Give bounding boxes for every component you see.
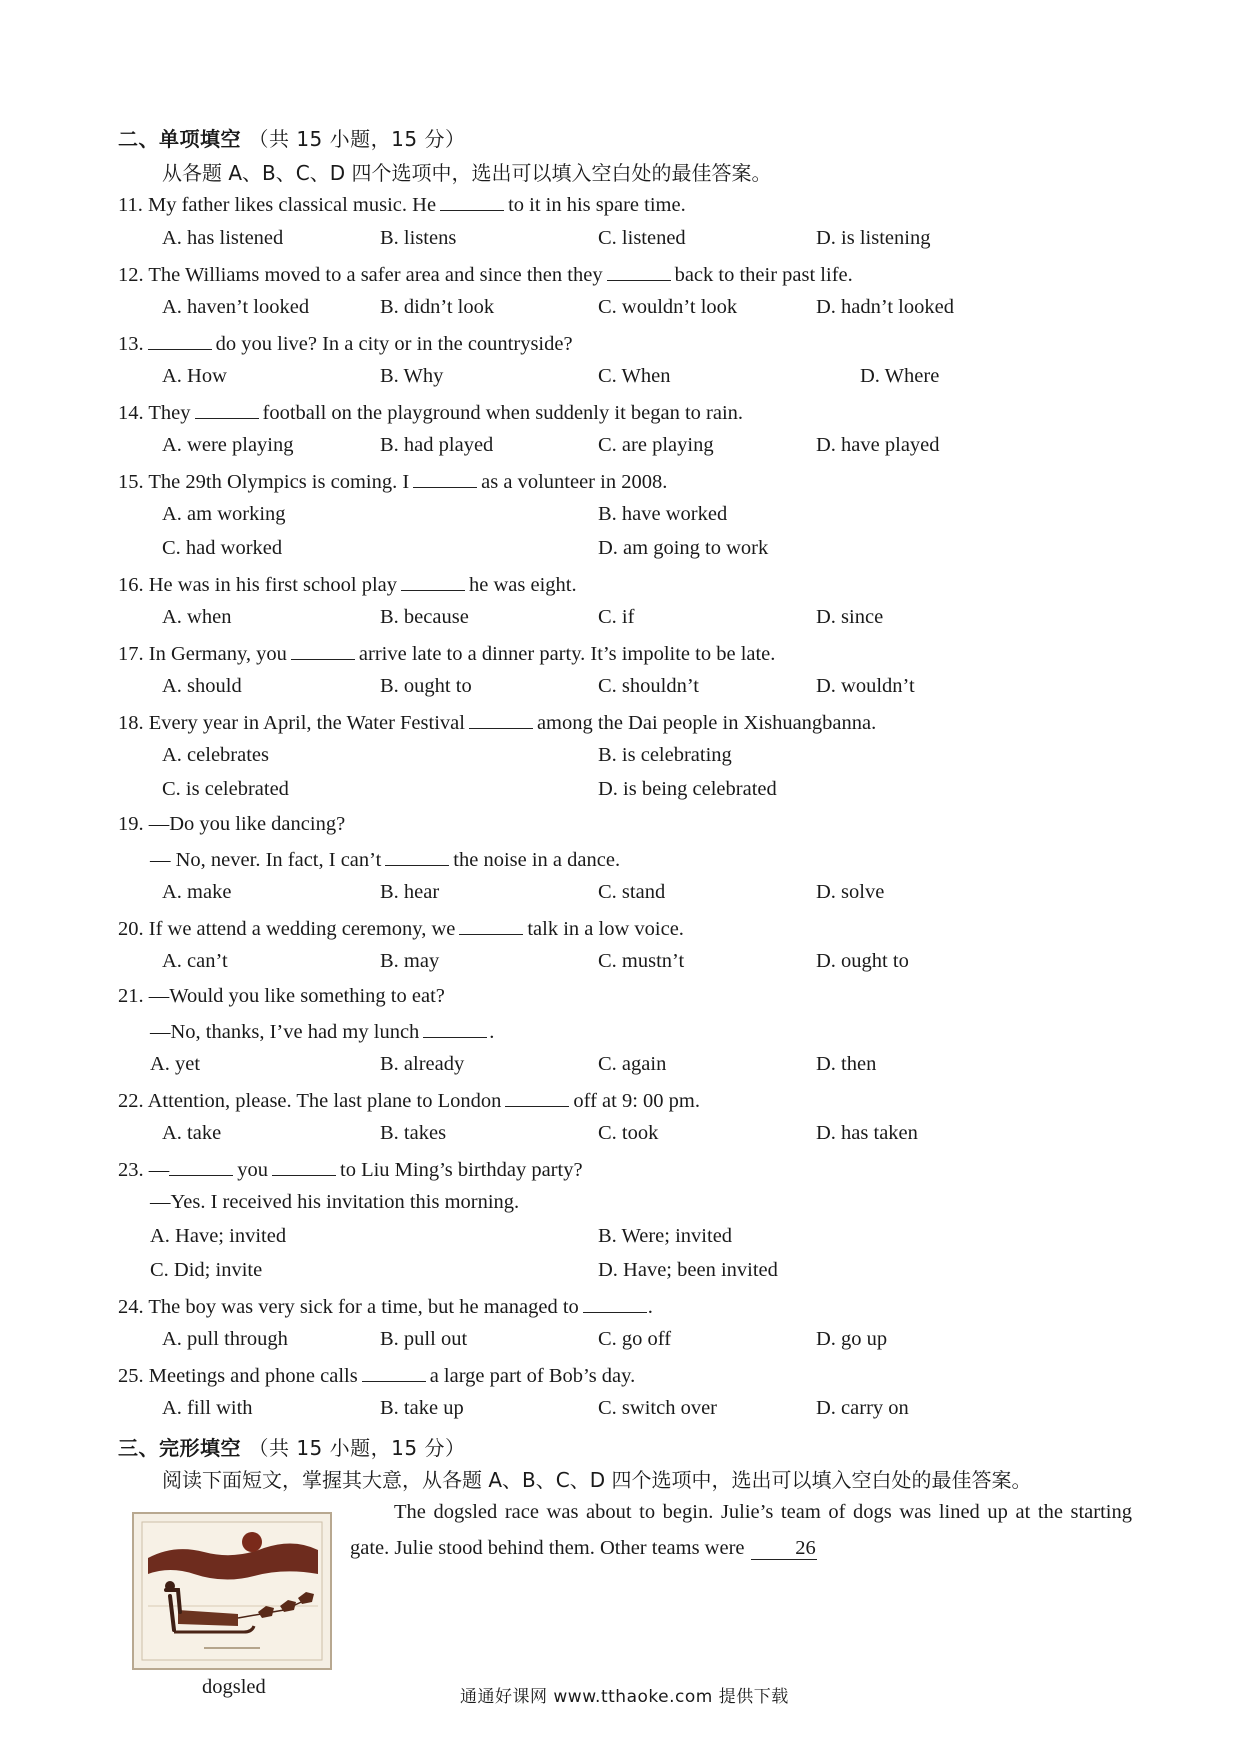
- option-d[interactable]: D. is being celebrated: [598, 778, 777, 800]
- option-c[interactable]: C. are playing: [598, 434, 714, 456]
- option-a[interactable]: A. should: [162, 675, 242, 697]
- option-b[interactable]: B. didn’t look: [380, 296, 495, 318]
- option-d[interactable]: D. ought to: [816, 950, 909, 972]
- cloze-blank-26[interactable]: 26: [751, 1537, 817, 1560]
- question-text: —No, thanks, I’ve had my lunch: [150, 1021, 420, 1043]
- option-d[interactable]: D. am going to work: [598, 537, 769, 559]
- question-text: My father likes classical music. He: [148, 194, 437, 216]
- question-23-reply: —Yes. I received his invitation this morning.: [150, 1191, 520, 1213]
- option-b[interactable]: B. may: [380, 950, 440, 972]
- option-a[interactable]: A. fill with: [162, 1397, 253, 1419]
- option-c[interactable]: C. if: [598, 606, 635, 628]
- question-number: 20.: [118, 918, 144, 940]
- passage-text: The dogsled race was about to begin. Julie’s team of dogs was lined up at the starting gate. Julie stood behind them. Other teams were: [350, 1501, 1132, 1559]
- option-c[interactable]: C. again: [598, 1053, 667, 1075]
- question-21: [118, 985, 445, 1008]
- option-d[interactable]: D. have played: [816, 434, 940, 456]
- option-a[interactable]: A. were playing: [162, 434, 294, 456]
- option-a[interactable]: A. yet: [150, 1053, 201, 1075]
- answer-blank[interactable]: [440, 192, 504, 211]
- option-a[interactable]: A. haven’t looked: [162, 296, 310, 318]
- question-text: In Germany, you: [148, 643, 287, 665]
- question-number: 11.: [118, 194, 143, 216]
- option-c[interactable]: C. had worked: [162, 537, 283, 559]
- dogsled-illustration: [132, 1512, 332, 1670]
- question-text: football on the playground when suddenly it began to rain.: [262, 402, 744, 424]
- answer-blank[interactable]: [148, 331, 212, 350]
- question-text: He was in his first school play: [148, 574, 397, 596]
- answer-blank[interactable]: [291, 641, 355, 660]
- answer-blank[interactable]: [169, 1157, 233, 1176]
- option-c[interactable]: C. switch over: [598, 1397, 717, 1419]
- question-text: you: [237, 1159, 268, 1181]
- question-text: — No, never. In fact, I can’t: [150, 849, 382, 871]
- question-text: If we attend a wedding ceremony, we: [148, 918, 456, 940]
- question-number: 16.: [118, 574, 144, 596]
- option-a[interactable]: A. take: [162, 1122, 222, 1144]
- question-19: [118, 813, 345, 836]
- option-d[interactable]: D. solve: [816, 881, 885, 903]
- question-text: Attention, please. The last plane to London: [147, 1090, 502, 1112]
- option-c[interactable]: C. is celebrated: [162, 778, 289, 800]
- section2-title: [118, 123, 465, 152]
- option-b[interactable]: B. Were; invited: [598, 1225, 733, 1247]
- answer-blank[interactable]: [401, 572, 465, 591]
- question-text: —: [148, 1159, 170, 1181]
- option-d[interactable]: D. go up: [816, 1328, 888, 1350]
- option-b[interactable]: B. takes: [380, 1122, 447, 1144]
- answer-blank[interactable]: [607, 262, 671, 281]
- page-footer: 通通好课网 www.tthaoke.com 提供下载: [460, 1687, 789, 1707]
- question-number: 18.: [118, 712, 144, 734]
- question-12: [118, 262, 853, 287]
- answer-blank[interactable]: [469, 710, 533, 729]
- question-text: to Liu Ming’s birthday party?: [340, 1159, 583, 1181]
- option-a[interactable]: A. celebrates: [162, 744, 269, 766]
- section3-title-text: 三、完形填空: [118, 1436, 241, 1460]
- question-text: to it in his spare time.: [508, 194, 686, 216]
- question-text: he was eight.: [469, 574, 577, 596]
- question-text: among the Dai people in Xishuangbanna.: [536, 712, 877, 734]
- option-d[interactable]: D. then: [816, 1053, 877, 1075]
- question-text: Every year in April, the Water Festival: [148, 712, 465, 734]
- answer-blank[interactable]: [423, 1019, 487, 1038]
- question-21-reply: [150, 1019, 494, 1044]
- question-text: the noise in a dance.: [453, 849, 621, 871]
- answer-blank[interactable]: [459, 916, 523, 935]
- option-b[interactable]: B. listens: [380, 227, 457, 249]
- section3-title: [118, 1432, 465, 1461]
- option-b[interactable]: B. had played: [380, 434, 494, 456]
- option-c[interactable]: C. When: [598, 365, 671, 387]
- question-16: [118, 572, 577, 597]
- question-number: 19.: [118, 813, 144, 835]
- question-text: off at 9: 00 pm.: [573, 1090, 700, 1112]
- option-d[interactable]: D. has taken: [816, 1122, 918, 1144]
- section2-title-text: 二、单项填空: [118, 127, 241, 151]
- section3-instruction: 阅读下面短文，掌握其大意，从各题 A、B、C、D 四个选项中，选出可以填入空白处的最佳答案。: [162, 1468, 1032, 1492]
- question-text: —Would you like something to eat?: [148, 985, 445, 1007]
- question-14: [118, 400, 743, 425]
- option-b[interactable]: B. ought to: [380, 675, 472, 697]
- question-text: .: [647, 1296, 653, 1318]
- option-a[interactable]: A. when: [162, 606, 232, 628]
- question-text: as a volunteer in 2008.: [481, 471, 668, 493]
- question-number: 17.: [118, 643, 144, 665]
- answer-blank[interactable]: [385, 847, 449, 866]
- question-text: talk in a low voice.: [527, 918, 684, 940]
- option-c[interactable]: C. stand: [598, 881, 666, 903]
- option-b[interactable]: B. already: [380, 1053, 465, 1075]
- option-b[interactable]: B. take up: [380, 1397, 464, 1419]
- question-text: —Do you like dancing?: [148, 813, 346, 835]
- question-19-reply: [150, 847, 620, 872]
- option-b[interactable]: B. pull out: [380, 1328, 468, 1350]
- question-number: 25.: [118, 1365, 144, 1387]
- option-d[interactable]: D. is listening: [816, 227, 931, 249]
- option-b[interactable]: B. have worked: [598, 503, 728, 525]
- question-number: 23.: [118, 1159, 144, 1181]
- question-number: 12.: [118, 264, 144, 286]
- option-d[interactable]: D. hadn’t looked: [816, 296, 954, 318]
- answer-blank[interactable]: [583, 1294, 647, 1313]
- option-b[interactable]: B. hear: [380, 881, 440, 903]
- question-text: .: [489, 1021, 495, 1043]
- option-c[interactable]: C. listened: [598, 227, 686, 249]
- question-number: 15.: [118, 471, 144, 493]
- answer-blank[interactable]: [362, 1363, 426, 1382]
- option-b[interactable]: B. Why: [380, 365, 444, 387]
- question-11: [118, 192, 686, 217]
- option-c[interactable]: C. took: [598, 1122, 659, 1144]
- option-c[interactable]: C. go off: [598, 1328, 672, 1350]
- option-a[interactable]: A. can’t: [162, 950, 228, 972]
- question-18: [118, 710, 876, 735]
- question-text: arrive late to a dinner party. It’s impolite to be late.: [358, 643, 776, 665]
- question-23: [118, 1157, 583, 1182]
- question-text: The boy was very sick for a time, but he managed to: [148, 1296, 579, 1318]
- question-number: 22.: [118, 1090, 144, 1112]
- question-text: do you live? In a city or in the countryside?: [215, 333, 573, 355]
- option-a[interactable]: A. am working: [162, 503, 286, 525]
- question-22: [118, 1088, 700, 1113]
- question-24: [118, 1294, 653, 1319]
- question-15: [118, 469, 667, 494]
- option-a[interactable]: A. make: [162, 881, 232, 903]
- cloze-passage: [350, 1494, 1132, 1566]
- option-d[interactable]: D. wouldn’t: [816, 675, 915, 697]
- question-text: The 29th Olympics is coming. I: [148, 471, 410, 493]
- option-b[interactable]: B. because: [380, 606, 469, 628]
- option-c[interactable]: C. wouldn’t look: [598, 296, 738, 318]
- answer-blank[interactable]: [505, 1088, 569, 1107]
- option-c[interactable]: C. mustn’t: [598, 950, 685, 972]
- option-d[interactable]: D. Where: [860, 365, 940, 387]
- question-number: 24.: [118, 1296, 144, 1318]
- option-a[interactable]: A. Have; invited: [150, 1225, 287, 1247]
- option-d[interactable]: D. carry on: [816, 1397, 909, 1419]
- question-17: [118, 641, 775, 666]
- section2-instruction: 从各题 A、B、C、D 四个选项中，选出可以填入空白处的最佳答案。: [162, 161, 772, 185]
- section2-score: （共 15 小题，15 分）: [248, 127, 466, 151]
- dogsled-image: [134, 1514, 330, 1668]
- option-a[interactable]: A. How: [162, 365, 227, 387]
- question-text: The Williams moved to a safer area and since then they: [148, 264, 603, 286]
- answer-blank[interactable]: [272, 1157, 336, 1176]
- question-text: back to their past life.: [674, 264, 853, 286]
- question-number: 21.: [118, 985, 144, 1007]
- option-a[interactable]: A. has listened: [162, 227, 284, 249]
- answer-blank[interactable]: [413, 469, 477, 488]
- question-text: a large part of Bob’s day.: [429, 1365, 636, 1387]
- question-25: [118, 1363, 635, 1388]
- question-number: 13.: [118, 333, 144, 355]
- question-13: [118, 331, 573, 356]
- option-a[interactable]: A. pull through: [162, 1328, 288, 1350]
- question-20: [118, 916, 684, 941]
- question-text: They: [148, 402, 191, 424]
- option-d[interactable]: D. Have; been invited: [598, 1259, 778, 1281]
- option-d[interactable]: D. since: [816, 606, 884, 628]
- option-c[interactable]: C. Did; invite: [150, 1259, 263, 1281]
- section3-score: （共 15 小题，15 分）: [248, 1436, 466, 1460]
- answer-blank[interactable]: [195, 400, 259, 419]
- question-text: Meetings and phone calls: [148, 1365, 358, 1387]
- figure-caption: dogsled: [202, 1676, 266, 1698]
- question-number: 14.: [118, 402, 144, 424]
- option-c[interactable]: C. shouldn’t: [598, 675, 699, 697]
- option-b[interactable]: B. is celebrating: [598, 744, 732, 766]
